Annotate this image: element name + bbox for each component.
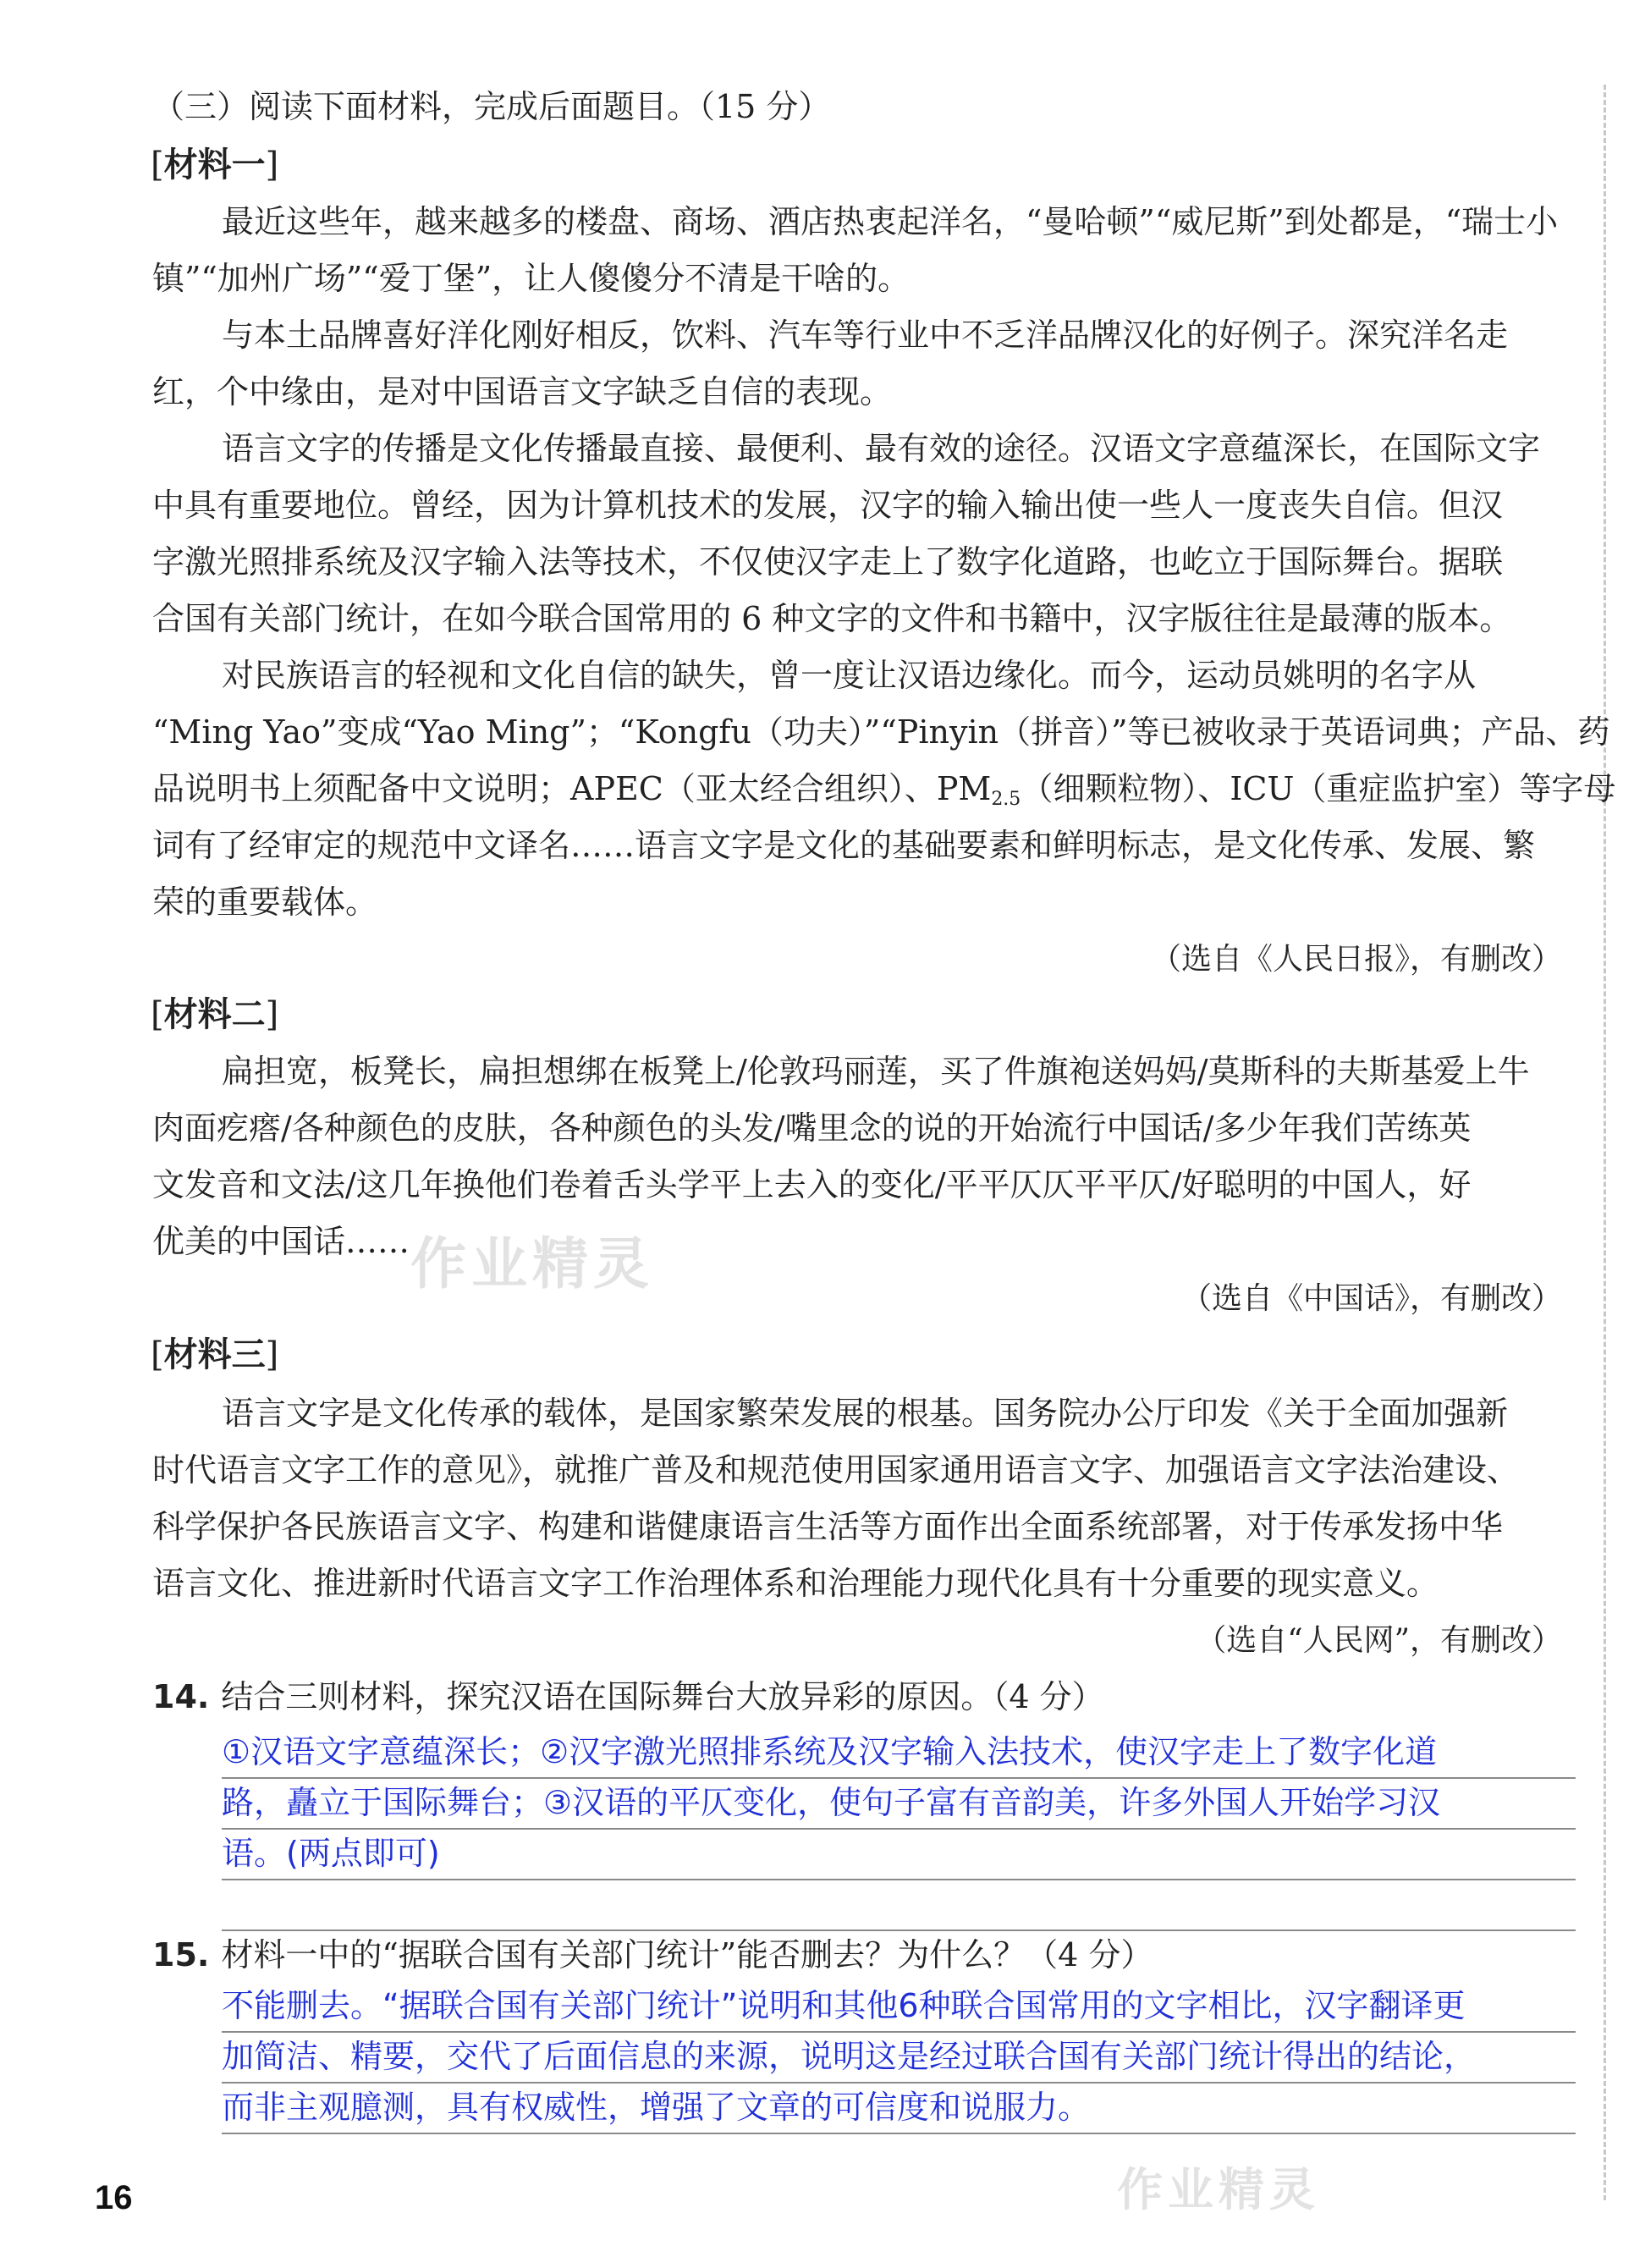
material1-line: 镇”“加州广场”“爱丁堡”，让人傻傻分不清是干啥的。: [152, 260, 911, 297]
margin-dashed-line: [1604, 85, 1606, 2200]
material1-line-pm25: 品说明书上须配备中文说明；APEC（亚太经合组织）、$PM_{2.5}$（细颗粒物）、ICU（重症监护室）等字母: [152, 770, 1616, 810]
material1-line: 荣的重要载体。: [152, 884, 378, 921]
watermark-logo: 作业精灵: [1117, 2163, 1320, 2216]
answer-14-line: 路，矗立于国际舞台；③汉语的平仄变化，使句子富有音韵美，许多外国人开始学习汉: [222, 1784, 1441, 1821]
answer-underline: [222, 2133, 1576, 2134]
answer-15-line: 而非主观臆测，具有权威性，增强了文章的可信度和说服力。: [222, 2089, 1091, 2126]
material1-line: 词有了经审定的规范中文译名……语言文字是文化的基础要素和鲜明标志，是文化传承、发展、繁: [152, 827, 1536, 864]
material2-line: 扁担宽，板凳长，扁担想绑在板凳上/伦敦玛丽莲，买了件旗袍送妈妈/莫斯科的夫斯基爱上牛: [222, 1053, 1530, 1090]
page-number: 16: [95, 2179, 133, 2216]
answer-underline: [222, 1777, 1576, 1779]
material2-title: [材料二]: [151, 994, 279, 1034]
answer-underline: [222, 1828, 1576, 1830]
material3-line: 时代语言文字工作的意见》，就推广普及和规范使用国家通用语言文字、加强语言文字法治建设、: [152, 1451, 1520, 1489]
material1-line: 与本土品牌喜好洋化刚好相反，饮料、汽车等行业中不乏洋品牌汉化的好例子。深究洋名走: [222, 317, 1509, 354]
material1-line: 语言文字的传播是文化传播最直接、最便利、最有效的途径。汉语文字意蕴深长，在国际文字: [222, 430, 1541, 467]
material2-line: 肉面疙瘩/各种颜色的皮肤，各种颜色的头发/嘴里念的说的开始流行中国话/多少年我们苦练英: [152, 1109, 1472, 1147]
answer-15-line: 加简洁、精要，交代了后面信息的来源，说明这是经过联合国有关部门统计得出的结论，: [222, 2038, 1477, 2075]
material1-line: 红，个中缘由，是对中国语言文字缺乏自信的表现。: [152, 373, 893, 410]
section-header: （三）阅读下面材料，完成后面题目。（15 分）: [152, 88, 831, 125]
material1-line: 最近这些年，越来越多的楼盘、商场、酒店热衷起洋名，“曼哈顿”“威尼斯”到处都是，“瑞士小: [222, 203, 1559, 240]
answer-14-line: 语。(两点即可): [222, 1835, 440, 1872]
material2-line: 优美的中国话……: [152, 1223, 410, 1260]
watermark-logo: 作业精灵: [410, 1231, 654, 1296]
material1-line: 对民族语言的轻视和文化自信的缺失，曾一度让汉语边缘化。而今，运动员姚明的名字从: [222, 657, 1477, 694]
answer-underline: [222, 2082, 1576, 2084]
material3-title: [材料三]: [151, 1335, 279, 1374]
material1-line: 合国有关部门统计，在如今联合国常用的 6 种文字的文件和书籍中，汉字版往往是最薄的版本。: [152, 600, 1512, 637]
material1-source: （选自《人民日报》，有删改）: [1150, 942, 1562, 977]
answer-underline: [222, 2031, 1576, 2033]
material1-line: 中具有重要地位。曾经，因为计算机技术的发展，汉字的输入输出使一些人一度丧失自信。但汉: [152, 487, 1504, 524]
material1-title: [材料一]: [151, 145, 279, 184]
material3-line: 语言文化、推进新时代语言文字工作治理体系和治理能力现代化具有十分重要的现实意义。: [152, 1565, 1439, 1602]
question-14: 14. 结合三则材料，探究汉语在国际舞台大放异彩的原因。（4 分）: [152, 1678, 1104, 1715]
material3-source: （选自“人民网”，有删改）: [1196, 1623, 1562, 1658]
question-15: 15. 材料一中的“据联合国有关部门统计”能否删去？为什么？（4 分）: [152, 1936, 1153, 1973]
answer-underline: [222, 1929, 1576, 1931]
material1-line: 字激光照排系统及汉字输入法等技术，不仅使汉字走上了数字化道路，也屹立于国际舞台。据联: [152, 543, 1504, 581]
material2-source: （选自《中国话》，有删改）: [1180, 1281, 1562, 1316]
answer-14-line: ①汉语文字意蕴深长；②汉字激光照排系统及汉字输入法技术，使汉字走上了数字化道: [222, 1733, 1438, 1770]
answer-underline: [222, 1879, 1576, 1880]
material3-line: 语言文字是文化传承的载体，是国家繁荣发展的根基。国务院办公厅印发《关于全面加强新: [222, 1395, 1509, 1432]
answer-15-line: 不能删去。“据联合国有关部门统计”说明和其他6种联合国常用的文字相比，汉字翻译更: [222, 1987, 1466, 2024]
material3-line: 科学保护各民族语言文字、构建和谐健康语言生活等方面作出全面系统部署，对于传承发扬中华: [152, 1508, 1504, 1545]
material1-line: “Ming Yao”变成“Yao Ming”；“Kongfu（功夫）”“Pinyin（拼音）”等已被收录于英语词典；产品、药: [152, 713, 1610, 751]
material2-line: 文发音和文法/这几年换他们卷着舌头学平上去入的变化/平平仄仄平平仄/好聪明的中国人，好: [152, 1166, 1472, 1203]
